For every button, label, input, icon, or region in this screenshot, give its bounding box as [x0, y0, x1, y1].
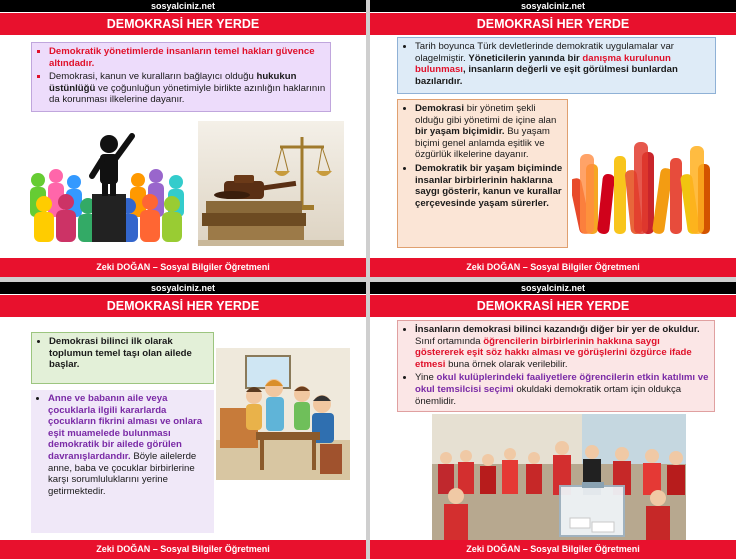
slide-footer: Zeki DOĞAN – Sosyal Bilgiler Öğretmeni — [370, 258, 736, 277]
slide-title: DEMOKRASİ HER YERDE — [0, 295, 366, 317]
slide-footer: Zeki DOĞAN – Sosyal Bilgiler Öğretmeni — [0, 258, 366, 277]
bullet-respect: • Demokratik bir yaşam biçiminde insanlar birbirlerinin haklarına saygı gösterir, kanun ve kurallar çerçevesinde yaşam sürerler. — [415, 163, 563, 209]
slide-4 — [370, 282, 736, 559]
slide-1 — [0, 0, 366, 277]
slide-title: DEMOKRASİ HER YERDE — [370, 13, 736, 35]
site-label: sosyalciniz.net — [370, 0, 736, 12]
slide-footer: Zeki DOĞAN – Sosyal Bilgiler Öğretmeni — [370, 540, 736, 559]
bullet-law: ▪ Demokrasi, kanun ve kuralların bağlayıcı olduğu hukukun üstünlüğü ve çoğunluğun yönetimiyle birlikte azınlığın haklarının da korunması ilkelerine dayanır. — [49, 71, 326, 106]
bullet-rights: ▪ Demokratik yönetimlerde insanların temel hakları güvence altındadır. — [49, 46, 326, 69]
text-box-lifestyle — [397, 99, 568, 248]
bullet-family-decisions: • Anne ve babanın aile veya çocuklarla ilgili kararlarda çocukların fikrini alması ve onlara eşit muamelede bulunması demokratik bir ailede görülen davranışlardandır. Böyle ailelerde anne, baba ve çocuklar birbirlerine karşı sorumluluklarını yerine getirmektedir. — [48, 393, 210, 497]
site-label: sosyalciniz.net — [0, 282, 366, 294]
bullet-clubs: • Yine okul kulüplerindeki faaliyetlere öğrencilerin etkin katılımı ve okul temsilcisi seçimi okuldaki demokratik ortam için oldukça önemlidir. — [415, 372, 710, 407]
text-box-history — [397, 37, 716, 94]
slide-footer: Zeki DOĞAN – Sosyal Bilgiler Öğretmeni — [0, 540, 366, 559]
text-box-rights — [31, 42, 331, 112]
bullet-history: • Tarih boyunca Türk devletlerinde demokratik uygulamalar var olagelmiştir. Yöneticilerin yanında bir danışma kurulunun bulunması, insanların değerli ve eşit görülmesi bunlardan bazılarıdır. — [415, 41, 711, 87]
text-box-family-decisions — [31, 390, 214, 533]
site-label: sosyalciniz.net — [0, 0, 366, 12]
text-box-family-start — [31, 332, 214, 384]
gavel-books-photo — [198, 121, 344, 246]
bullet-family-start: • Demokrasi bilinci ilk olarak toplumun temel taşı olan ailede başlar. — [49, 336, 209, 371]
slide-2 — [370, 0, 736, 277]
text-box-school — [397, 320, 715, 412]
classroom-election-photo — [432, 414, 686, 540]
slide-title: DEMOKRASİ HER YERDE — [0, 13, 366, 35]
raised-hands-illustration — [572, 134, 718, 234]
crowd-illustration — [30, 124, 188, 242]
bullet-lifestyle: • Demokrasi bir yönetim şekli olduğu gibi yönetimi de içine alan bir yaşam biçimidir. Bu yaşam biçimi genel anlamda eşitlik ve özgürlük ilkelerine dayanır. — [415, 103, 563, 161]
family-illustration — [216, 348, 350, 480]
slide-title: DEMOKRASİ HER YERDE — [370, 295, 736, 317]
bullet-school: • İnsanların demokrasi bilinci kazandığı diğer bir yer de okuldur. Sınıf ortamında öğrencilerin birbirlerinin hakkına saygı göstererek eşit söz hakkı alması ve görüşlerini özgürce ifade etmesi buna örnek olarak verilebilir. — [415, 324, 710, 370]
site-label: sosyalciniz.net — [370, 282, 736, 294]
slide-3 — [0, 282, 366, 559]
